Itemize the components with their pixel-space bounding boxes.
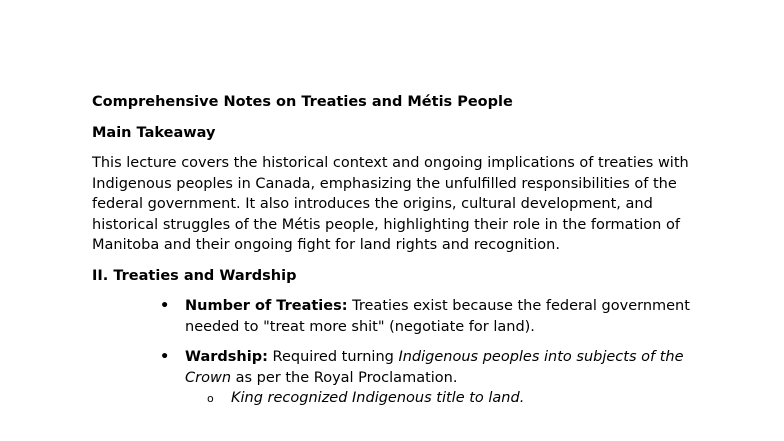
list-item-wardship — [160, 347, 702, 409]
item-text: Treaties exist because the federal government needed to "treat more shit" (negotiate for land). — [185, 298, 690, 335]
main-takeaway-paragraph: This lecture covers the historical context and ongoing implications of treaties with Indigenous peoples in Canada, emphasizing the unfulfilled responsibilities of the federal government. It also introduces the origins, cultural development, and historical struggles of the Métis people, highlighting their role in the formation of Manitoba and their ongoing fight for land rights and recognition. — [92, 155, 689, 253]
item-label: Number of Treaties: — [185, 298, 348, 314]
document-body — [92, 92, 702, 419]
item-text: Required turning — [267, 349, 399, 365]
item-text-end: as per the Royal Proclamation. — [231, 369, 458, 386]
list-item-number-of-treaties — [160, 296, 702, 337]
sub-bullet-marker: o — [207, 392, 214, 405]
section-heading-treaties-wardship: II. Treaties and Wardship — [92, 267, 297, 284]
document-title: Comprehensive Notes on Treaties and Métis People — [92, 94, 513, 110]
wardship-sub-list — [185, 388, 702, 409]
bullet-marker: • — [160, 298, 170, 314]
item-text-italic: Indigenous peoples into subjects of the Crown — [185, 349, 684, 386]
item-label: Wardship: — [185, 349, 268, 365]
bullet-marker: • — [160, 349, 170, 365]
treaties-bullet-list — [92, 296, 702, 409]
sub-list-item — [207, 388, 702, 409]
sub-item-text: King recognized Indigenous title to land. — [231, 390, 525, 406]
main-takeaway-heading: Main Takeaway — [92, 124, 216, 141]
